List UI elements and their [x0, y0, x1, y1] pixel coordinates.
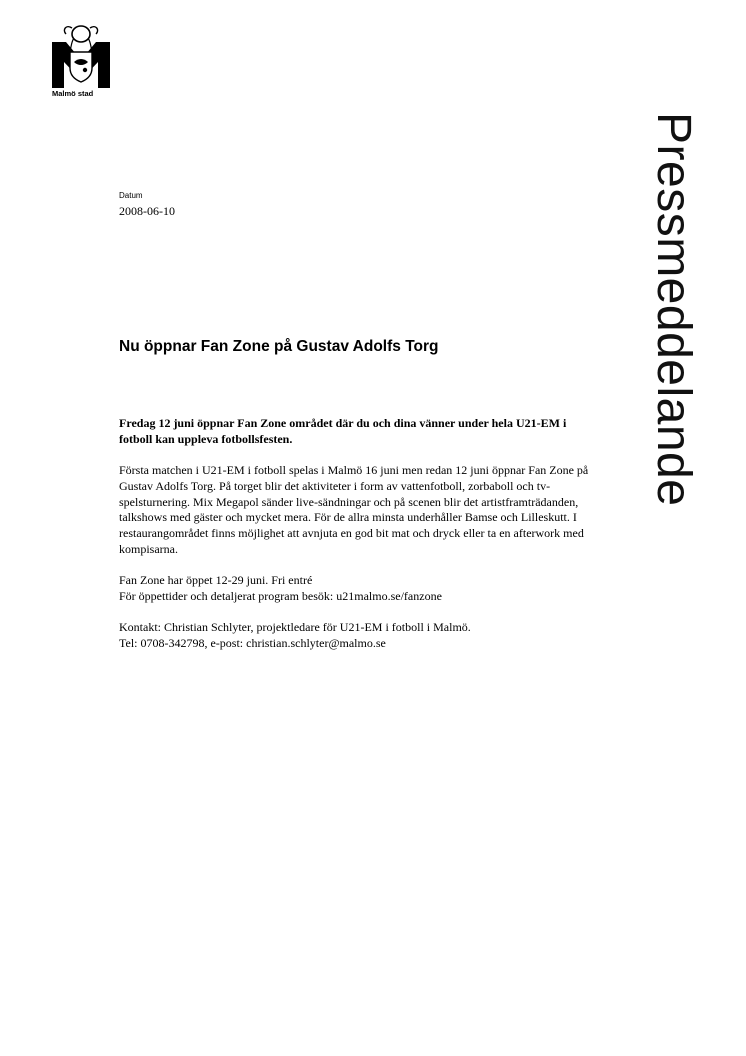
pressmeddelande-text: Pressmeddelande [647, 112, 700, 507]
article-body [119, 416, 589, 667]
contact-block [119, 620, 589, 651]
main-paragraph: Första matchen i U21-EM i fotboll spelas i Malmö 16 juni men redan 12 juni öppnar Fan Zone på Gustav Adolfs Torg. På torget blir det aktiviteter i form av vattenfotboll, zorbaboll och tv-spelsturnering. Mix Megapol sänder live-sändningar och på scenen blir det artistframträdanden, talkshows med gäster och mycket mera. För de allra minsta underhåller Bamse och Lilleskutt. I restaurangområdet finns möjlighet att avnjuta en god bit mat och dryck eller ta en afterwork med kompisarna. [119, 463, 589, 556]
opening-hours-text: Fan Zone har öppet 12-29 juni. Fri entré [119, 573, 313, 587]
lead-paragraph: Fredag 12 juni öppnar Fan Zone området där du och dina vänner under hela U21-EM i fotboll kan uppleva fotbollsfesten. [119, 416, 567, 446]
logo-text: Malmö stad [52, 89, 94, 98]
coat-of-arms-icon [52, 22, 110, 88]
info-block [119, 573, 589, 604]
date-label: Datum [119, 191, 143, 200]
contact-details-text: Tel: 0708-342798, e-post: christian.schlyter@malmo.se [119, 635, 386, 650]
date-value: 2008-06-10 [119, 204, 175, 218]
document-type-label [625, 112, 725, 572]
contact-person-text: Kontakt: Christian Schlyter, projektledare för U21-EM i fotboll i Malmö. [119, 620, 471, 635]
headline: Nu öppnar Fan Zone på Gustav Adolfs Torg [119, 338, 439, 355]
program-link-text: För öppettider och detaljerat program besök: u21malmo.se/fanzone [119, 588, 442, 603]
